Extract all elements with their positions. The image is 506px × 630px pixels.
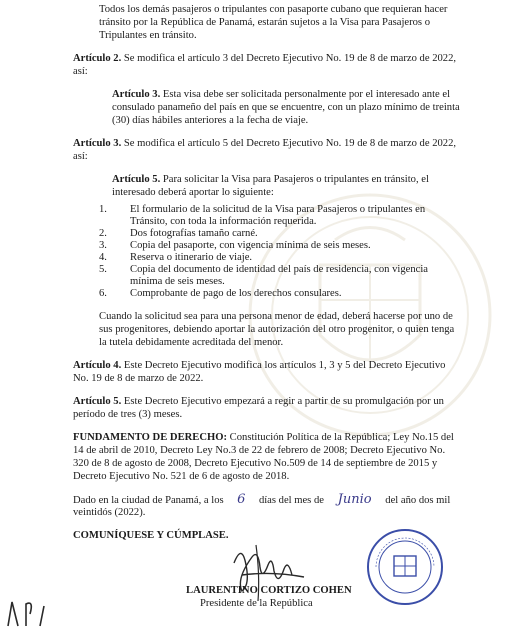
quoted-article-3-label: Artículo 3.: [112, 89, 161, 100]
fundamento-label: FUNDAMENTO DE DERECHO:: [73, 432, 228, 443]
quoted-article-5-line-1: [112, 174, 429, 186]
article-5-line-2: período de tres (3) meses.: [73, 409, 183, 420]
requirement-4-number: 4.: [99, 252, 107, 263]
article-2-line-2: así:: [73, 66, 88, 77]
article-5-text: Este Decreto Ejecutivo empezará a regir a partir de su promulgación por un: [121, 396, 444, 407]
quoted-article-5-line-2: interesado deberá aportar lo siguiente:: [112, 187, 274, 198]
quoted-article-3-line-3: (30) días hábiles anteriores a la fecha de viaje.: [112, 115, 309, 126]
requirement-5-line-2: mínima de seis meses.: [130, 276, 225, 287]
fundamento-line-4: Decreto Ejecutivo No. 521 de 6 de agosto de 2018.: [73, 471, 290, 482]
requirement-1-line-1: El formulario de la solicitud de la Visa para Pasajeros o tripulantes en: [130, 204, 426, 215]
article-5-line-1: [73, 396, 444, 408]
registration-seal: [366, 528, 444, 606]
requirement-5-number: 5.: [99, 264, 107, 275]
signer-title: Presidente de la República: [200, 598, 313, 609]
handwritten-month: Junio: [337, 492, 372, 507]
quoted-article-5-text: Para solicitar la Visa para Pasajeros o tripulantes en tránsito, el: [160, 174, 429, 185]
requirement-6-line-1: Comprobante de pago de los derechos consulares.: [130, 288, 342, 299]
quoted-article-3-line-1: [112, 89, 450, 101]
requirement-3-line-1: Copia del pasaporte, con vigencia mínima de seis meses.: [130, 240, 371, 251]
article-2-line-1: [73, 53, 456, 65]
quoted-article-3-text: Esta visa debe ser solicitada personalmente por el interesado ante el: [160, 89, 451, 100]
article-3-text: Se modifica el artículo 5 del Decreto Ejecutivo No. 19 de 8 de marzo de 2022,: [121, 138, 457, 149]
intro-line-1: Todos los demás pasajeros o tripulantes con pasaporte cubano que requieran hacer: [99, 4, 448, 15]
handwritten-day: 6: [237, 492, 246, 507]
article-4-label: Artículo 4.: [73, 360, 122, 371]
fundamento-line-2: 14 de abril de 2010, Decreto Ley No.3 de 22 de febrero de 2008; Decreto Ejecutivo No.: [73, 445, 446, 456]
minor-line-1: Cuando la solicitud sea para una persona menor de edad, deberá hacerse por uno de: [99, 311, 453, 322]
article-3-label: Artículo 3.: [73, 138, 122, 149]
requirement-4-line-1: Reserva o itinerario de viaje.: [130, 252, 253, 263]
fundamento-line-1: [73, 432, 454, 444]
article-3-line-2: así:: [73, 151, 88, 162]
dado-suffix: del año dos mil: [385, 495, 451, 506]
requirement-2-number: 2.: [99, 228, 107, 239]
article-4-text: Este Decreto Ejecutivo modifica los artículos 1, 3 y 5 del Decreto Ejecutivo: [121, 360, 446, 371]
minor-line-2: sus progenitores, debiendo aportar la autorización del otro progenitor, o quien tenga: [99, 324, 455, 335]
requirement-1-number: 1.: [99, 204, 107, 215]
requirement-6-number: 6.: [99, 288, 107, 299]
requirement-5-line-1: Copia del documento de identidad del país de residencia, con vigencia: [130, 264, 428, 275]
intro-line-2: tránsito por la República de Panamá, estarán sujetos a la Visa para Pasajeros o: [99, 17, 431, 28]
dado-middle: días del mes de: [258, 495, 324, 506]
article-5-label: Artículo 5.: [73, 396, 122, 407]
signer-name-line: [186, 585, 352, 597]
fundamento-text: Constitución Política de la República; Ley No.15 del: [227, 432, 454, 443]
dado-prefix: Dado en la ciudad de Panamá, a los: [73, 495, 224, 506]
fundamento-line-3: 320 de 8 de agosto de 2008, Decreto Ejecutivo No.509 de 14 de septiembre de 2015 y: [73, 458, 438, 469]
article-4-line-1: [73, 360, 445, 372]
margin-initials-mark: [0, 596, 70, 630]
article-4-line-2: No. 19 de 8 de marzo de 2022.: [73, 373, 204, 384]
dado-line-2: veintidós (2022).: [73, 507, 146, 518]
dado-line-1: [73, 494, 450, 507]
requirement-3-number: 3.: [99, 240, 107, 251]
minor-line-3: la tutela debidamente acreditada del menor.: [99, 337, 284, 348]
intro-line-3: Tripulantes en tránsito.: [99, 30, 197, 41]
quoted-article-3-line-2: consulado panameño del país en que se encuentre, con un plazo mínimo de treinta: [112, 102, 460, 113]
article-2-label: Artículo 2.: [73, 53, 122, 64]
requirement-1-line-2: Tránsito, con toda la información requerida.: [130, 216, 317, 227]
signer-name: LAURENTINO CORTIZO COHEN: [186, 585, 352, 596]
article-2-text: Se modifica el artículo 3 del Decreto Ejecutivo No. 19 de 8 de marzo de 2022,: [121, 53, 457, 64]
closing-line: [73, 530, 228, 542]
closing-text: COMUNÍQUESE Y CÚMPLASE.: [73, 530, 229, 541]
requirement-2-line-1: Dos fotografías tamaño carné.: [130, 228, 258, 239]
quoted-article-5-label: Artículo 5.: [112, 174, 161, 185]
article-3-line-1: [73, 138, 456, 150]
